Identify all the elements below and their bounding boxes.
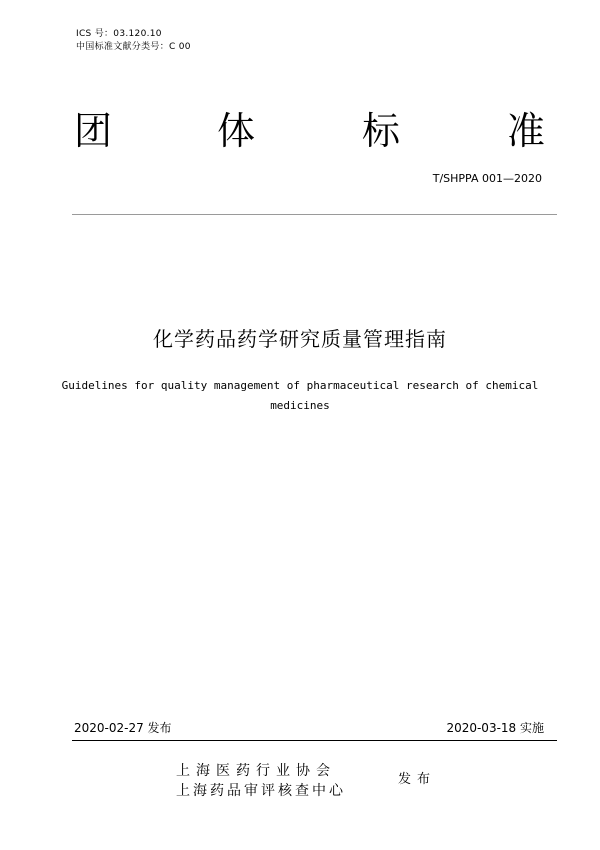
top-divider bbox=[72, 214, 557, 215]
standard-number: T/SHPPA 001—2020 bbox=[432, 172, 542, 185]
title-chinese: 化学药品药学研究质量管理指南 bbox=[153, 327, 447, 351]
issuing-org-1: 上海医药行业协会 bbox=[176, 763, 336, 779]
publish-date: 2020-02-27 发布 bbox=[74, 721, 172, 735]
bottom-divider bbox=[72, 740, 557, 741]
issuing-org-2: 上海药品审评核查中心 bbox=[176, 783, 346, 799]
ccs-code: 中国标准文献分类号：C 00 bbox=[76, 42, 191, 52]
doc-type-char-3: 标 bbox=[362, 109, 401, 153]
doc-type-char-4: 准 bbox=[507, 109, 546, 153]
doc-type-char-2: 体 bbox=[217, 109, 256, 153]
doc-type-char-1: 团 bbox=[74, 109, 113, 153]
title-english: Guidelines for quality management of pharmaceutical research of chemical medicines bbox=[61, 379, 539, 412]
ics-code: ICS 号：03.120.10 bbox=[76, 29, 162, 39]
issue-label: 发布 bbox=[398, 772, 437, 787]
implement-date: 2020-03-18 实施 bbox=[446, 721, 544, 735]
